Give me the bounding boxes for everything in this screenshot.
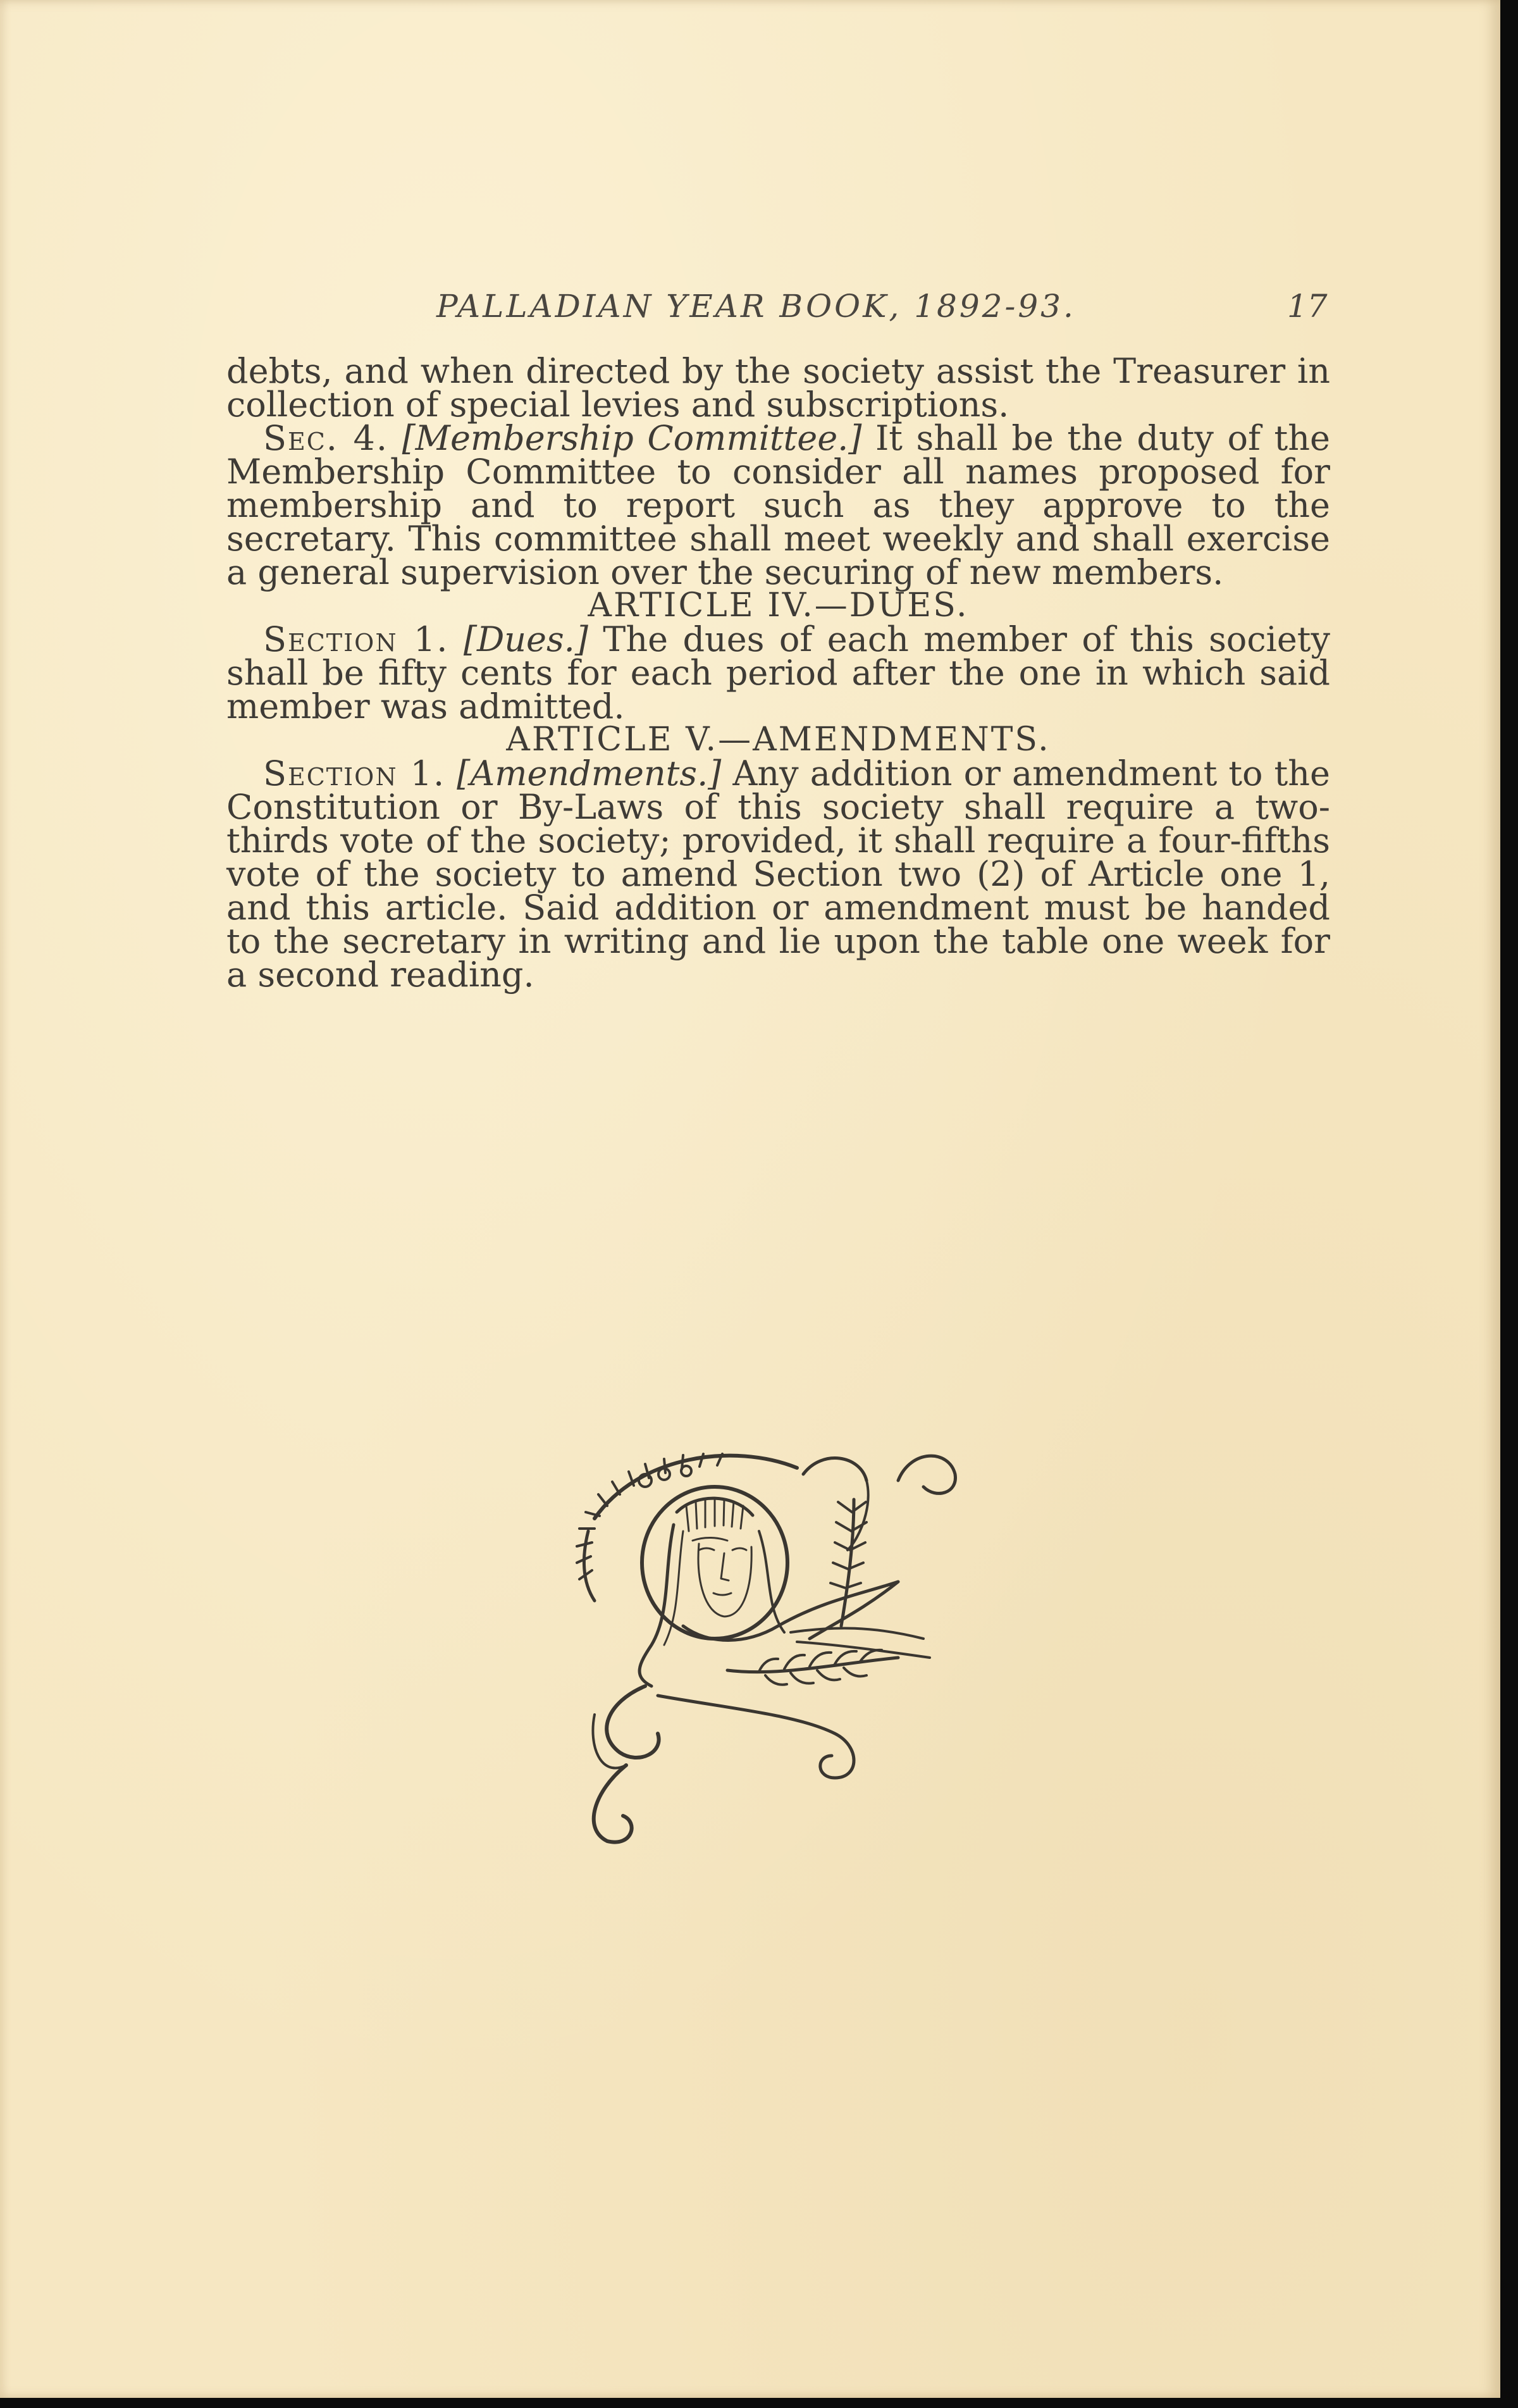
- page-number: 17: [1287, 288, 1328, 325]
- section-title: [Amendments.]: [457, 754, 722, 793]
- section-4-paragraph: [226, 418, 1330, 592]
- section-title: [Dues.]: [463, 619, 588, 659]
- section-text: It shall be the duty of the Membership Committee to consider all names proposed for membership and to report such as they approve to the secretary. This committee shall meet weekly and shall exercise a general supervision over the securing of new members.: [226, 418, 1330, 592]
- article-4-heading: ARTICLE IV.—DUES.: [588, 586, 969, 624]
- woman-portrait-vignette-icon: [569, 1436, 999, 1866]
- page-body: [226, 351, 1330, 995]
- section-text: The dues of each member of this society shall be fifty cents for each period after the one in which said member was admitted.: [226, 619, 1330, 726]
- article-5-heading: ARTICLE V.—AMENDMENTS.: [506, 721, 1051, 759]
- page-header: [0, 288, 1500, 338]
- article-5-section-1: [226, 754, 1330, 995]
- article-4-section-1: [226, 619, 1330, 726]
- section-label: Section 1.: [263, 754, 446, 793]
- section-label: Section 1.: [263, 619, 449, 659]
- running-head: PALLADIAN YEAR BOOK, 1892-93.: [436, 288, 1076, 325]
- continued-paragraph: debts, and when directed by the society assist the Treasurer in collection of special levies and subscriptions.: [226, 351, 1330, 425]
- section-text: Any addition or amendment to the Constitution or By-Laws of this society shall require a two-thirds vote of the society; provided, it shall require a four-fifths vote of the society to amend Section two (2) of Article one 1, and this article. Said addition or amendment must be handed to the secretary in writing and lie upon the table one week for a second reading.: [226, 754, 1330, 995]
- section-title: [Membership Committee.]: [402, 418, 862, 458]
- section-label: Sec. 4.: [263, 418, 389, 458]
